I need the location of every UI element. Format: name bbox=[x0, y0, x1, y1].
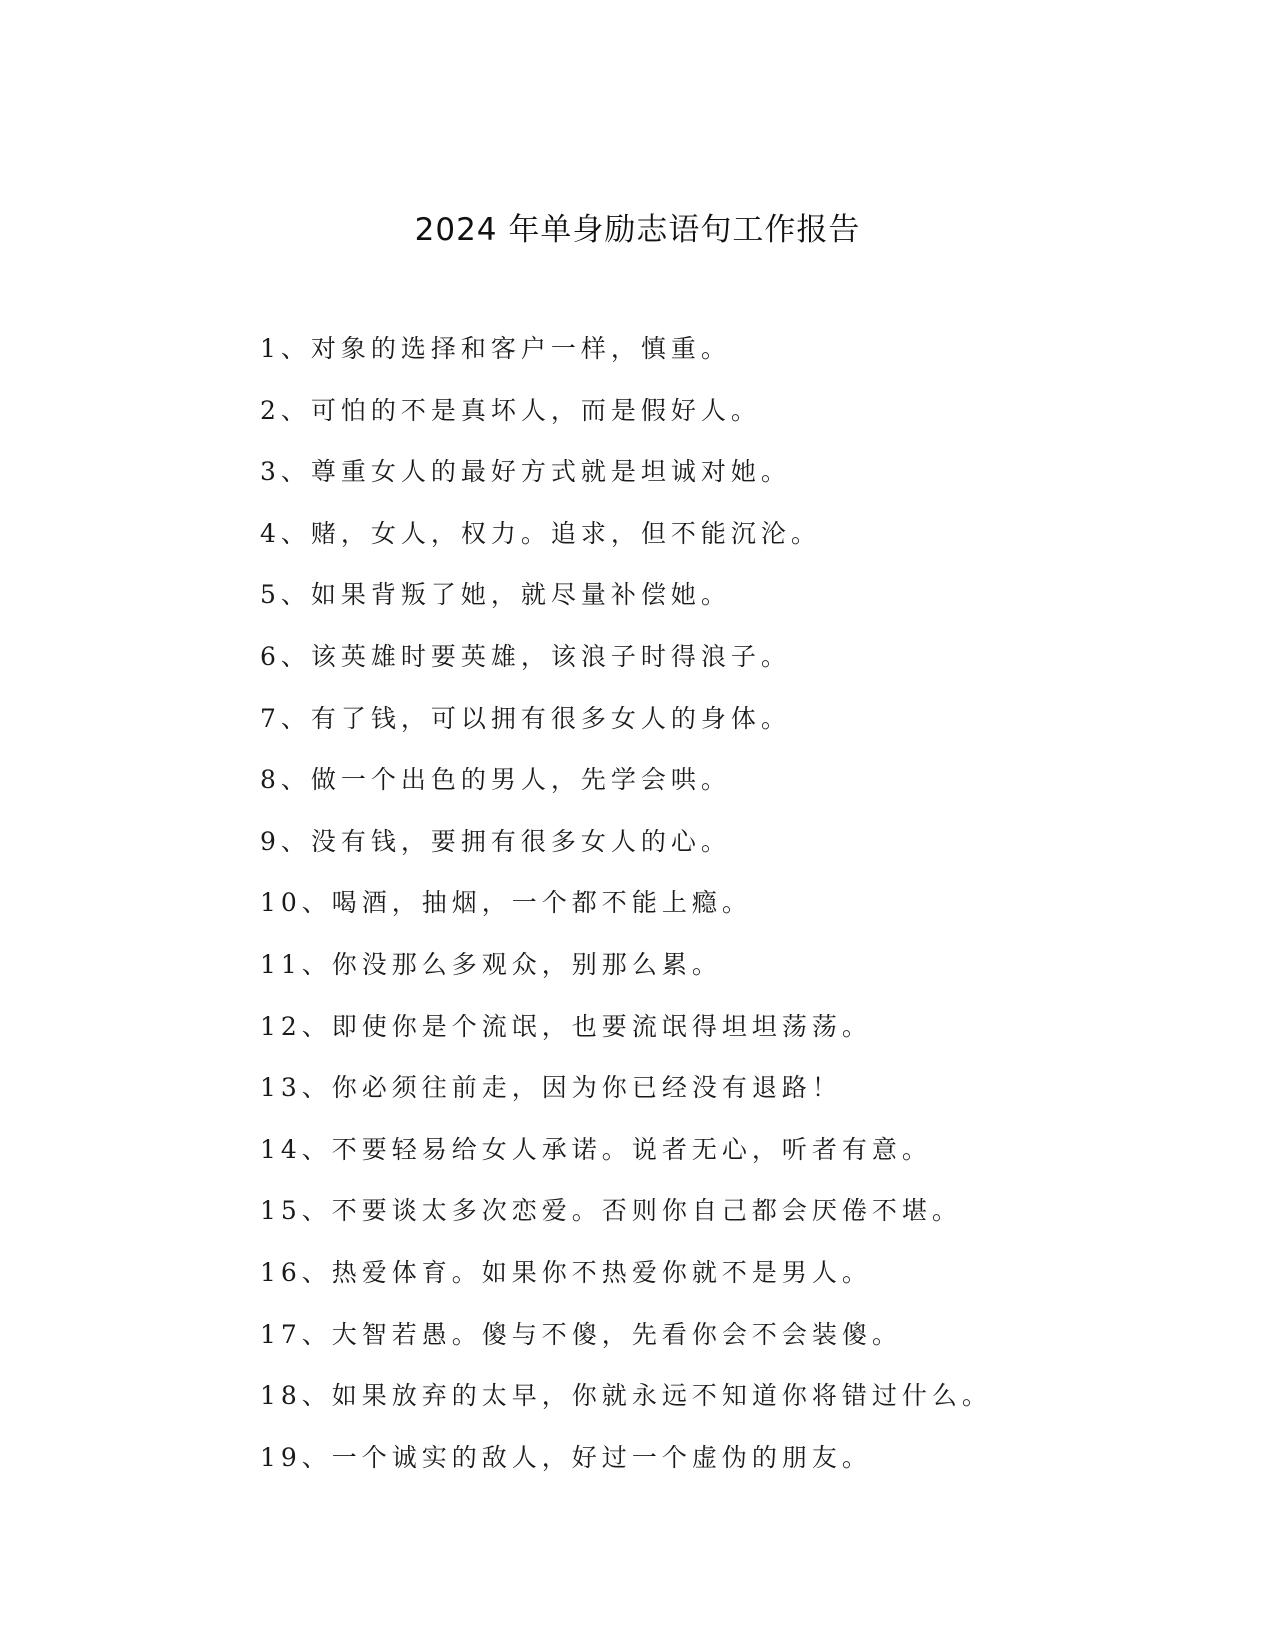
quote-item: 15、不要谈太多次恋爱。否则你自己都会厌倦不堪。 bbox=[260, 1196, 962, 1226]
document-title: 2024 年单身励志语句工作报告 bbox=[414, 212, 861, 248]
quote-item: 19、一个诚实的敌人，好过一个虚伪的朋友。 bbox=[260, 1442, 872, 1472]
quote-item: 1、对象的选择和客户一样，慎重。 bbox=[260, 334, 731, 363]
quote-item: 12、即使你是个流氓，也要流氓得坦坦荡荡。 bbox=[260, 1011, 872, 1041]
quote-item: 9、没有钱，要拥有很多女人的心。 bbox=[260, 826, 731, 856]
quote-item: 5、如果背叛了她，就尽量补偿她。 bbox=[260, 580, 731, 610]
quote-item: 10、喝酒，抽烟，一个都不能上瘾。 bbox=[260, 888, 752, 918]
quote-item: 8、做一个出色的男人，先学会哄。 bbox=[260, 765, 731, 795]
quote-item: 4、赌，女人，权力。追求，但不能沉沦。 bbox=[260, 518, 821, 548]
quote-item: 3、尊重女人的最好方式就是坦诚对她。 bbox=[260, 457, 791, 487]
quote-item: 6、该英雄时要英雄，该浪子时得浪子。 bbox=[260, 641, 791, 671]
quote-item: 7、有了钱，可以拥有很多女人的身体。 bbox=[260, 703, 791, 733]
quote-item: 17、大智若愚。傻与不傻，先看你会不会装傻。 bbox=[260, 1319, 902, 1349]
quote-item: 16、热爱体育。如果你不热爱你就不是男人。 bbox=[260, 1257, 872, 1287]
quote-item: 2、可怕的不是真坏人，而是假好人。 bbox=[260, 395, 761, 425]
quote-item: 14、不要轻易给女人承诺。说者无心，听者有意。 bbox=[260, 1134, 932, 1164]
quote-item: 18、如果放弃的太早，你就永远不知道你将错过什么。 bbox=[260, 1381, 992, 1411]
quote-item: 11、你没那么多观众，别那么累。 bbox=[260, 949, 722, 979]
quote-list bbox=[260, 327, 1160, 1497]
quote-item: 13、你必须往前走，因为你已经没有退路！ bbox=[260, 1073, 842, 1103]
